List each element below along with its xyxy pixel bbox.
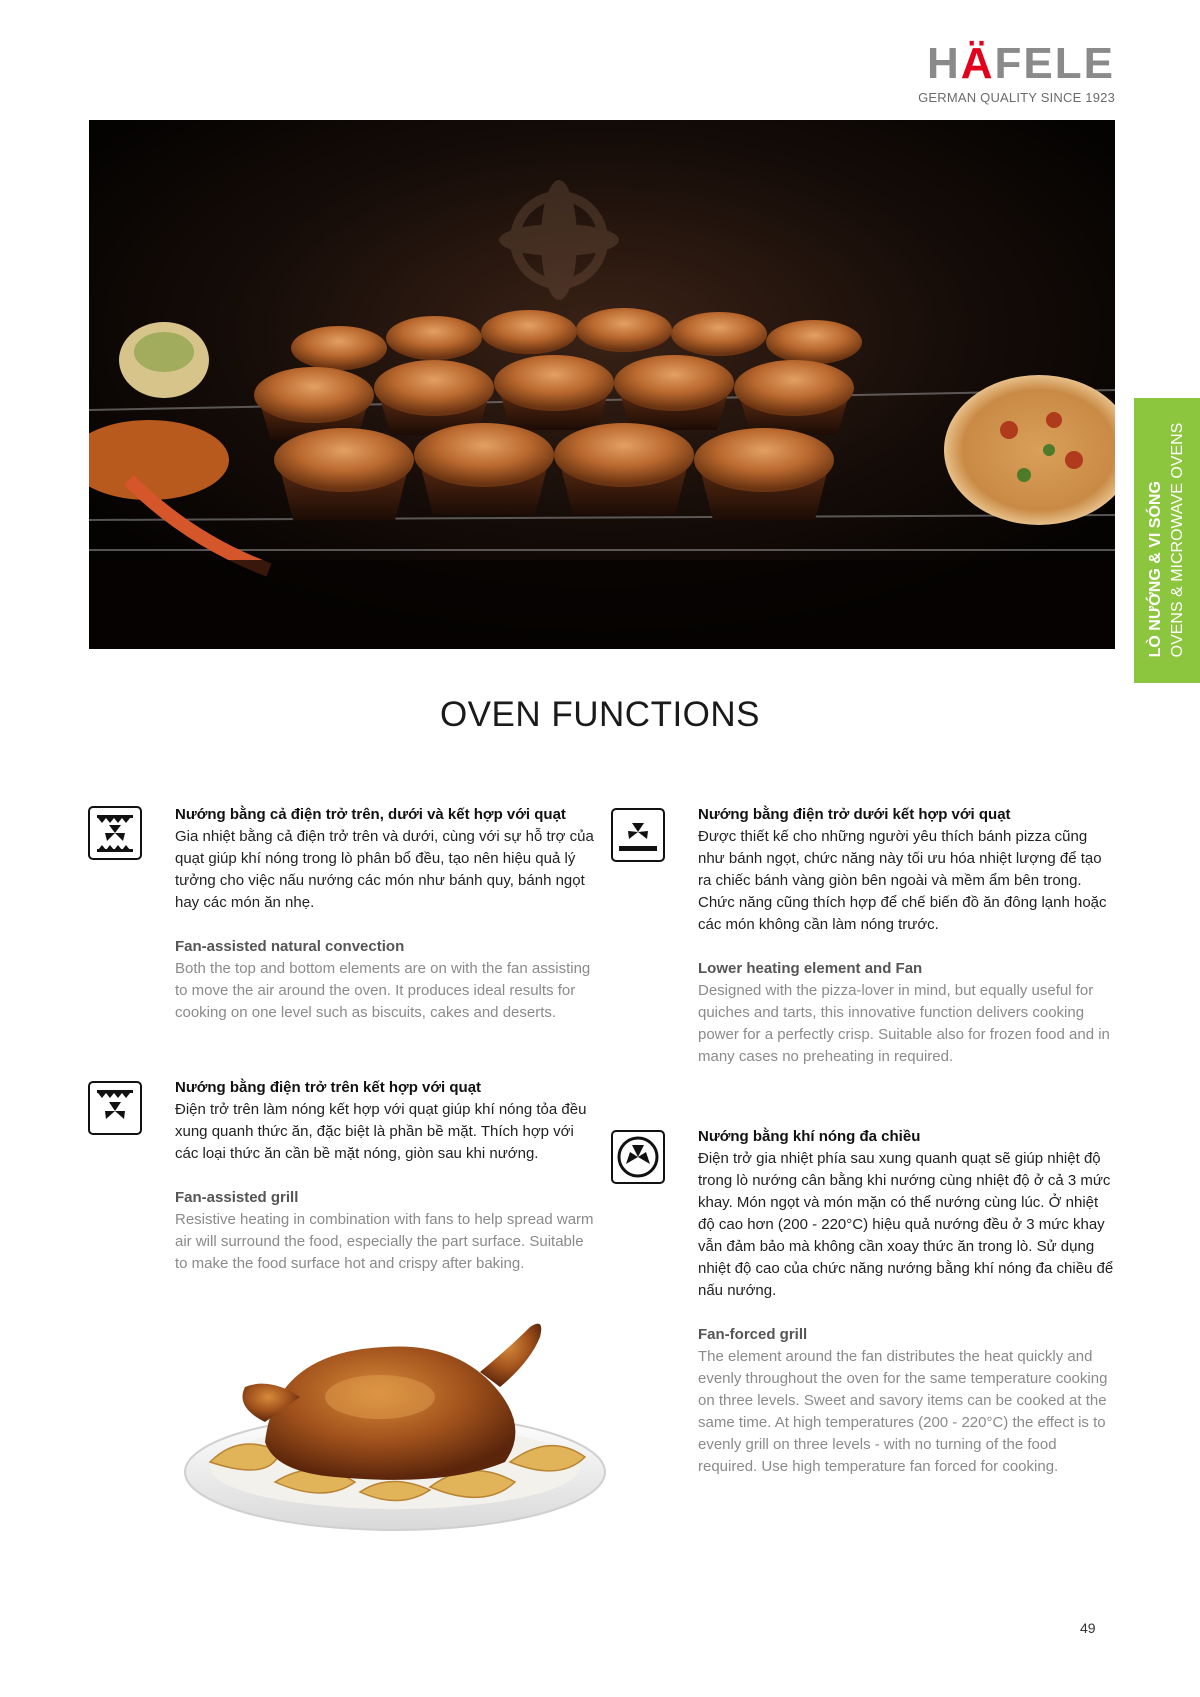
- function-1-en-text: Both the top and bottom elements are on with the fan assisting to move the air around the oven. It produces ideal results for cooking on one level such as biscuits, cakes and deserts.: [175, 960, 591, 1021]
- hero-oven-photo: [89, 120, 1115, 649]
- function-3-vi-heading: Nướng bằng điện trở trên kết hợp với quạt: [175, 1079, 482, 1096]
- page-number: 49: [1080, 1620, 1096, 1636]
- function-4-en-heading: Fan-forced grill: [698, 1326, 808, 1343]
- function-4-en-text: The element around the fan distributes the heat quickly and evenly throughout the oven for the same temperature cooking on three levels. Sweet and savory items can be cooked at the same time. At high temperatures (200 - 220°C) the effect is to evenly grill on three levels - with no turning of the food required. Use high temperature fan forced for cooking.: [698, 1348, 1108, 1475]
- side-tab-title-en: OVENS & MICROWAVE OVENS: [1169, 422, 1186, 658]
- fan-with-bottom-heat-icon: [611, 808, 665, 862]
- side-tab-title-vi: LÒ NƯỚNG & VI SÓNG: [1147, 481, 1164, 658]
- function-2-vi-text: Được thiết kế cho những người yêu thích bánh pizza cũng như bánh ngọt, chức năng này tối ưu hóa nhiệt lượng để tạo ra chiếc bánh vàng giòn bên ngoài và mềm ẩm bên trong. Chức năng cũng thích hợp để chế biến đồ ăn đông lạnh hoặc các món không cần làm nóng trước.: [698, 828, 1107, 933]
- circular-fan-heating-icon: [611, 1130, 665, 1184]
- function-1-vi-heading: Nướng bằng cả điện trở trên, dưới và kết hợp với quạt: [175, 806, 566, 823]
- logo-wordmark: HÄFELE: [926, 39, 1115, 88]
- logo-tagline: GERMAN QUALITY SINCE 1923: [918, 90, 1115, 105]
- function-block-3: [175, 1077, 595, 1275]
- function-1-en-heading: Fan-assisted natural convection: [175, 938, 405, 955]
- function-block-4: [698, 1126, 1118, 1478]
- function-3-vi-text: Điện trở trên làm nóng kết hợp với quạt giúp khí nóng tỏa đều xung quanh thức ăn, đặc biệt là phần bề mặt. Thích hợp với các loại thức ăn cần bề mặt nóng, giòn sau khi nướng.: [175, 1101, 587, 1162]
- hafele-logo: [912, 39, 1115, 105]
- function-4-vi-text: Điện trở gia nhiệt phía sau xung quanh quạt sẽ giúp nhiệt độ trong lò nướng cân bằng khi nướng cùng nhiệt độ ở cả 3 mức khay. Món ngọt và món mặn có thể nướng cùng lúc. Ở nhiệt độ cao hơn (200 - 220°C) hiệu quả nướng đều ở 3 mức khay vẫn đảm bảo mà không cần xoay thức ăn trong lò. Sử dụng nhiệt độ cao của chức năng nướng bằng khí nóng đa chiều để nấu nướng.: [698, 1150, 1114, 1299]
- page-title: OVEN FUNCTIONS: [439, 695, 761, 734]
- function-3-en-heading: Fan-assisted grill: [175, 1189, 299, 1206]
- oven-photo-illustration: [89, 120, 1115, 649]
- fan-with-top-grill-icon: [88, 1081, 142, 1135]
- function-1-vi-text: Gia nhiệt bằng cả điện trở trên và dưới, cùng với sự hỗ trợ của quạt giúp khí nóng trong lò phân bổ đều, tạo nên hiệu quả lý tưởng cho việc nấu nướng các món như bánh quy, bánh ngọt hay các món ăn nhẹ.: [175, 828, 594, 911]
- category-side-tab: [1134, 398, 1200, 683]
- function-3-en-text: Resistive heating in combination with fans to help spread warm air will surround the food, especially the part surface. Suitable to make the food surface hot and crispy after baking.: [175, 1211, 594, 1272]
- roast-chicken-photo: [180, 1302, 610, 1542]
- function-block-2: [698, 804, 1118, 1068]
- function-block-1: [175, 804, 595, 1024]
- fan-with-top-and-bottom-heat-icon: [88, 806, 142, 860]
- function-4-vi-heading: Nướng bằng khí nóng đa chiều: [698, 1128, 921, 1145]
- function-2-vi-heading: Nướng bằng điện trở dưới kết hợp với quạt: [698, 806, 1011, 823]
- function-2-en-heading: Lower heating element and Fan: [698, 960, 923, 977]
- function-2-en-text: Designed with the pizza-lover in mind, but equally useful for quiches and tarts, this innovative function delivers cooking power for a perfectly crisp. Suitable also for frozen food and in many cases no preheating in required.: [698, 982, 1110, 1065]
